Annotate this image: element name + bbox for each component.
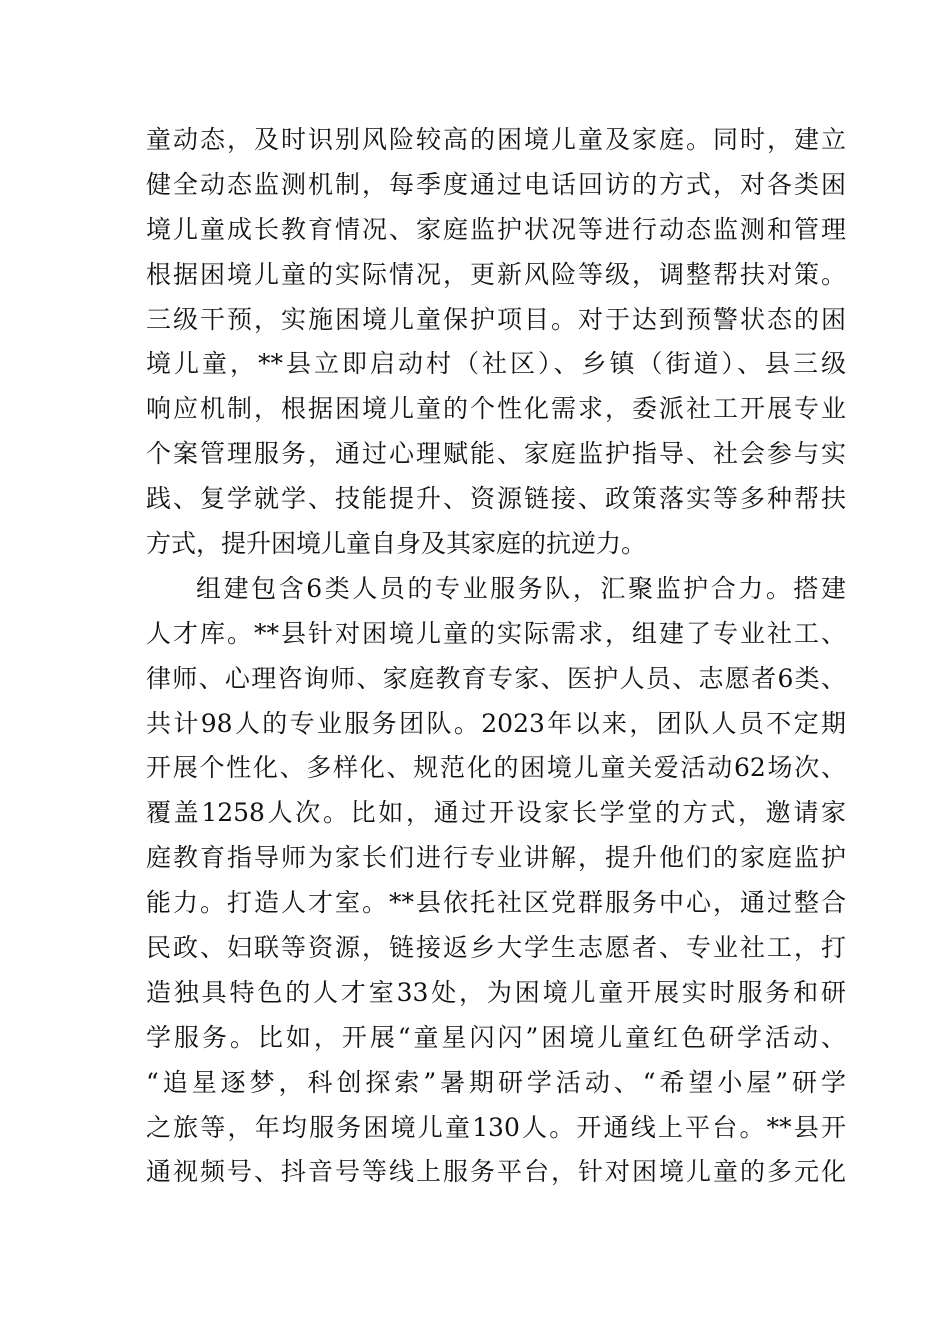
text-line: 三级干预，实施困境儿童保护项目。对于达到预警状态的困 bbox=[146, 304, 846, 334]
paragraph-first-line: 组建包含6类人员的专业服务队，汇聚监护合力。搭建 bbox=[196, 573, 846, 603]
text-line: 学服务。比如，开展“童星闪闪”困境儿童红色研学活动、 bbox=[146, 1022, 846, 1052]
text-line: “追星逐梦，科创探索”暑期研学活动、“希望小屋”研学 bbox=[146, 1067, 846, 1097]
text-line: 造独具特色的人才室33处，为困境儿童开展实时服务和研 bbox=[146, 977, 846, 1007]
body-text bbox=[146, 118, 846, 1195]
text-line: 个案管理服务，通过心理赋能、家庭监护指导、社会参与实 bbox=[146, 439, 846, 469]
text-line: 共计98人的专业服务团队。2023年以来，团队人员不定期 bbox=[146, 708, 846, 738]
text-line: 开展个性化、多样化、规范化的困境儿童关爱活动62场次、 bbox=[146, 753, 846, 783]
text-line: 响应机制，根据困境儿童的个性化需求，委派社工开展专业 bbox=[146, 394, 846, 424]
text-line: 方式，提升困境儿童自身及其家庭的抗逆力。 bbox=[146, 529, 647, 559]
text-line: 覆盖1258人次。比如，通过开设家长学堂的方式，邀请家 bbox=[146, 798, 846, 828]
text-line: 根据困境儿童的实际情况，更新风险等级，调整帮扶对策。 bbox=[146, 259, 846, 289]
text-line: 境儿童成长教育情况、家庭监护状况等进行动态监测和管理 bbox=[146, 214, 846, 244]
text-line: 律师、心理咨询师、家庭教育专家、医护人员、志愿者6类、 bbox=[146, 663, 846, 693]
text-line: 能力。打造人才室。**县依托社区党群服务中心，通过整合 bbox=[146, 888, 846, 918]
text-line: 境儿童，**县立即启动村（社区）、乡镇（街道）、县三级 bbox=[146, 349, 846, 379]
text-line: 通视频号、抖音号等线上服务平台，针对困境儿童的多元化 bbox=[146, 1157, 846, 1187]
text-line: 庭教育指导师为家长们进行专业讲解，提升他们的家庭监护 bbox=[146, 843, 846, 873]
text-line: 之旅等，年均服务困境儿童130人。开通线上平台。**县开 bbox=[146, 1112, 846, 1142]
text-line: 民政、妇联等资源，链接返乡大学生志愿者、专业社工，打 bbox=[146, 933, 846, 963]
text-line: 践、复学就学、技能提升、资源链接、政策落实等多种帮扶 bbox=[146, 484, 846, 514]
text-line: 童动态，及时识别风险较高的困境儿童及家庭。同时，建立 bbox=[146, 125, 846, 154]
text-line: 人才库。**县针对困境儿童的实际需求，组建了专业社工、 bbox=[146, 618, 846, 648]
text-line: 健全动态监测机制，每季度通过电话回访的方式，对各类困 bbox=[146, 169, 846, 199]
